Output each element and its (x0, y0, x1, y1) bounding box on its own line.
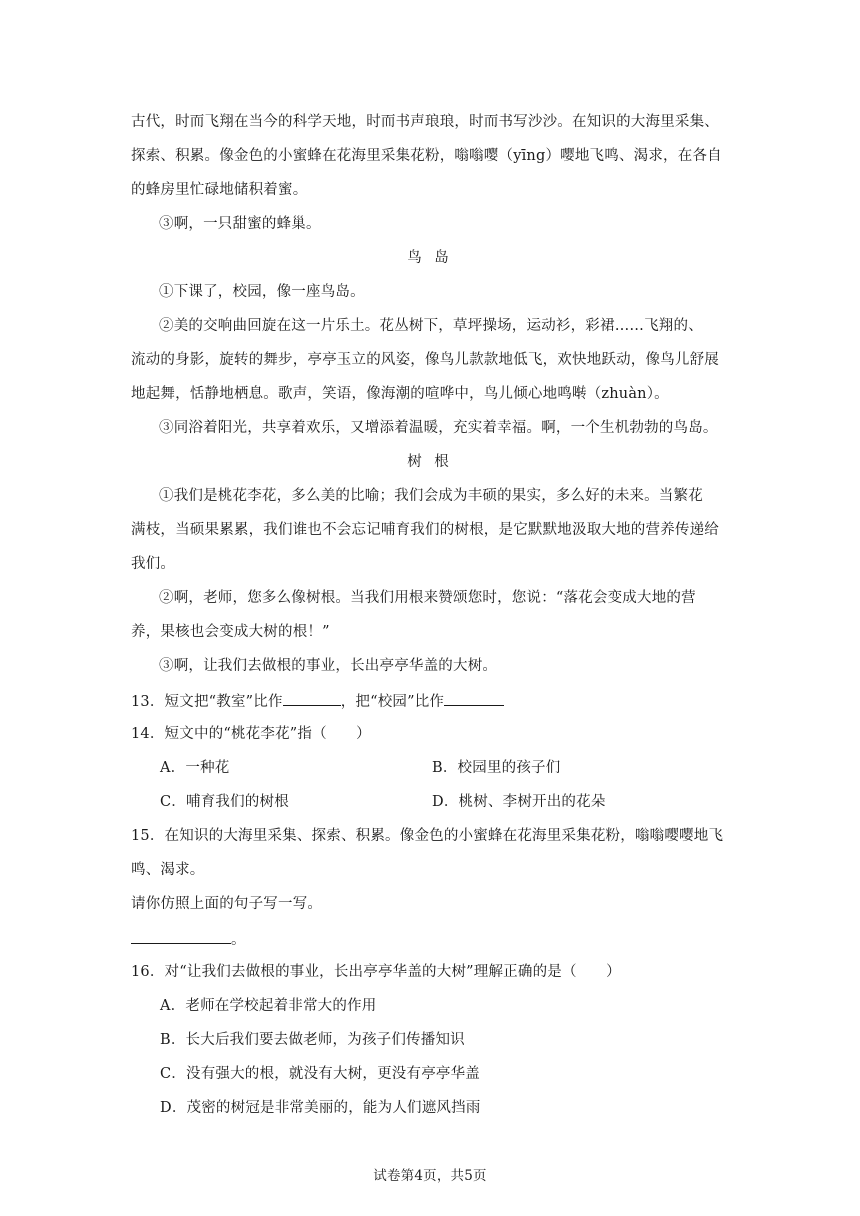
question-14-stem: 14．短文中的“桃花李花”指（ ） (131, 726, 371, 742)
option-c[interactable]: C．没有强大的根，就没有大树，更没有亭亭华盖 (160, 1066, 480, 1082)
passage-line: 养，果核也会变成大树的根！” (131, 624, 330, 640)
option-a[interactable]: A．老师在学校起着非常大的作用 (160, 998, 377, 1014)
period: 。 (231, 932, 246, 948)
answer-blank-imitation[interactable] (131, 928, 231, 944)
option-d[interactable]: D．茂密的树冠是非常美丽的，能为人们遮风挡雨 (160, 1100, 481, 1116)
option-b[interactable]: B．长大后我们要去做老师，为孩子们传播知识 (160, 1032, 465, 1048)
page-footer: 试卷第4页，共5页 (373, 1168, 487, 1184)
passage-line: 的蜂房里忙碌地储积着蜜。 (131, 182, 308, 198)
section-title-tree-root: 树 根 (407, 454, 453, 470)
question-13-text: ，把“校园”比作 (340, 694, 445, 710)
passage-paragraph: ①下课了，校园，像一座鸟岛。 (159, 284, 365, 300)
question-15-prompt: 请你仿照上面的句子写一写。 (131, 896, 323, 912)
question-13 (131, 690, 731, 712)
passage-line: ①我们是桃花李花，多么美的比喻；我们会成为丰硕的果实，多么好的未来。当繁花 (159, 488, 703, 504)
question-15-line: 鸣、渴求。 (131, 862, 205, 878)
passage-line: 地起舞，恬静地栖息。歌声，笑语，像海潮的喧哗中，鸟儿倾心地鸣啭（zhuàn）。 (131, 386, 669, 402)
passage-line: 探索、积累。像金色的小蜜蜂在花海里采集花粉，嗡嗡嘤（yīng）嘤地飞鸣、渴求，在各自 (131, 148, 722, 164)
passage-paragraph: ③啊，让我们去做根的事业，长出亭亭华盖的大树。 (159, 658, 498, 674)
question-13-text: 13．短文把“教室”比作 (131, 694, 283, 710)
answer-blank-campus[interactable] (444, 690, 504, 706)
question-15-answer (131, 928, 731, 950)
passage-line: 满枝，当硕果累累，我们谁也不会忘记哺育我们的树根，是它默默地汲取大地的营养传递给 (131, 522, 719, 538)
passage-paragraph: ③啊，一只甜蜜的蜂巢。 (159, 216, 321, 232)
passage-paragraph: ③同浴着阳光，共享着欢乐，又增添着温暖，充实着幸福。啊，一个生机勃勃的鸟岛。 (159, 420, 718, 436)
answer-blank-classroom[interactable] (283, 690, 341, 706)
passage-line: ②美的交响曲回旋在这一片乐土。花丛树下，草坪操场，运动衫，彩裙……飞翔的、 (159, 318, 703, 334)
question-16-stem: 16．对“让我们去做根的事业，长出亭亭华盖的大树”理解正确的是（ ） (131, 964, 621, 980)
passage-line: 流动的身影，旋转的舞步，亭亭玉立的风姿，像鸟儿款款地低飞，欢快地跃动，像鸟儿舒展 (131, 352, 719, 368)
option-c[interactable]: C．哺育我们的树根 (160, 794, 289, 810)
passage-line: 我们。 (131, 556, 176, 572)
section-title-bird-island: 鸟 岛 (407, 250, 453, 266)
option-a[interactable]: A．一种花 (160, 760, 230, 776)
passage-line: ②啊，老师，您多么像树根。当我们用根来赞颂您时，您说：“落花会变成大地的营 (159, 590, 696, 606)
question-15-line: 15．在知识的大海里采集、探索、积累。像金色的小蜜蜂在花海里采集花粉，嗡嗡嘤嘤地飞 (131, 828, 724, 844)
passage-line: 古代，时而飞翔在当今的科学天地，时而书声琅琅，时而书写沙沙。在知识的大海里采集、 (131, 114, 719, 130)
option-d[interactable]: D．桃树、李树开出的花朵 (432, 794, 606, 810)
option-b[interactable]: B．校园里的孩子们 (432, 760, 561, 776)
